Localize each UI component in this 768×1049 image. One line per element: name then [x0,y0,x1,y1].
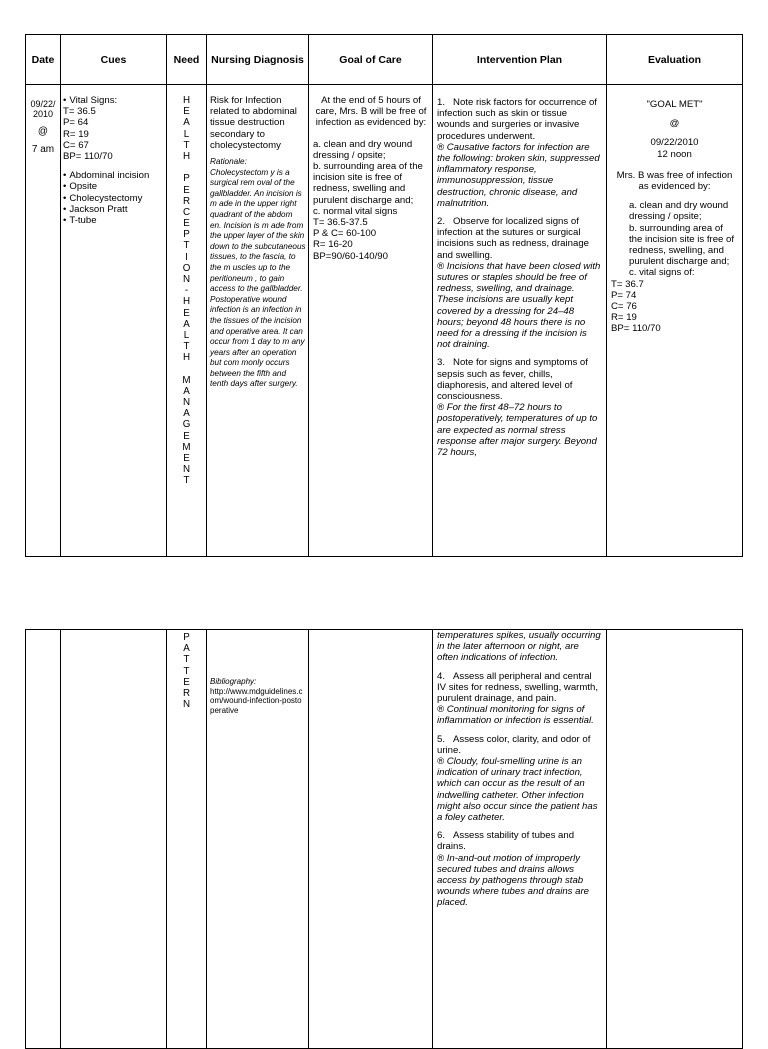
header-row [26,35,743,85]
need-letter: T [183,139,190,151]
need-letter: I [185,251,188,263]
need-letter: E [183,218,190,230]
need-letter: T [183,240,190,252]
need-letter: A [183,408,190,420]
need-letter: T [183,665,190,677]
need-letter: P [183,632,190,643]
need-letter: E [183,307,190,319]
goal-vital: R= 16-20 [313,239,353,251]
evaluation-vital: T= 36.7 [611,278,644,290]
need-letter: E [183,676,190,688]
intervention-item: 2. Observe for localized signs of infection at the sutures or surgical incisions such as redness, drainage and swelling. ® Incisions that have been closed with sutures or staples should be free of redness, swelling, and drainage. These incisions are usually kept covered by a dressing for 24–48 hours; beyond 48 hours there is no need for a dressing if the incision is not draining. [437,216,601,351]
rationale-label: Rationale: [210,157,247,167]
need-letter: G [182,419,191,431]
intervention-cell [433,85,607,557]
evaluation-vital: BP= 110/70 [611,323,661,335]
need-letter: H [182,296,191,308]
intervention-item: 6. Assess stability of tubes and drains. ® In-and-out motion of improperly secured tubes and drains allows access by pathogens through stab wounds where tubes and drains are placed. [437,830,589,909]
evaluation-vital: C= 76 [611,301,637,313]
cue-vital: C= 67 [63,139,89,151]
date-value: 09/22/ 2010 [30,99,56,119]
need-letter: T [183,475,190,487]
goal-a: a. clean and dry wound dressing / opsite; [313,138,413,161]
bibliography-label: Bibliography: [210,677,257,686]
need-letter: E [183,430,190,442]
diagnosis-text: Risk for Infection related to abdominal tissue destruction secondary to cholecystectomy [210,95,297,151]
need-letter: T [183,654,190,666]
need-letter: H [182,150,191,162]
cue-vital: P= 64 [63,117,89,129]
need-letter: A [183,117,190,129]
evaluation-a: a. clean and dry wound dressing / opsite; [629,200,729,223]
need-letter: L [183,128,190,140]
need-letter: N [182,397,191,409]
evaluation-vital: P= 74 [611,289,637,301]
need-letter: A [183,643,190,655]
need-letter: M [182,441,191,453]
cue-vital: T= 36.5 [63,106,96,118]
header-goal: Goal of Care [309,35,433,85]
evaluation-status: "GOAL MET" [646,99,703,110]
need-cell-cont [167,630,207,1049]
date-cell [26,85,61,557]
evaluation-vital: R= 19 [611,312,637,324]
evaluation-intro: Mrs. B was free of infection as evidenced by: [616,169,733,193]
need-letter: N [182,274,191,285]
need-letter: P [183,173,190,185]
need-letter: A [183,318,190,330]
evaluation-cell [607,85,743,557]
evaluation-time: 12 noon [657,148,692,160]
cue-item: • Jackson Pratt [63,204,164,215]
care-plan-table-page1 [25,34,743,557]
care-plan-table-page2 [25,629,743,1049]
date-at: @ [37,126,49,137]
date-time: 7 am [31,144,55,155]
need-letter: H [182,352,191,364]
evaluation-date: 09/22/2010 [650,137,699,149]
cue-item: • Abdominal incision [63,170,164,181]
need-letter: C [182,206,191,218]
intervention-item: 3. Note for signs and symptoms of sepsis such as fever, chills, diaphoresis, and altered level of consciousness. ® For the first 48–72 hours to postoperatively, temperatures of up to are expected as normal stress response after major surgery. Beyond 72 hours, [437,357,598,459]
goal-b: b. surrounding area of the incision site is free of redness, swelling and purulent discharge and; [313,161,423,206]
cue-item: • Cholecystectomy [63,193,164,204]
header-diagnosis: Nursing Diagnosis [207,35,309,85]
goal-cell [309,85,433,557]
need-letter: N [182,699,191,711]
evaluation-c: c. vital signs of: [629,267,695,279]
goal-vital: T= 36.5-37.5 [313,217,368,229]
need-letter: L [183,329,190,341]
need-letter: - [184,285,189,297]
care-plan-row-continued [26,630,743,1049]
care-plan-row [26,85,743,557]
need-letter: M [182,374,191,386]
intervention-continued: temperatures spikes, usually occurring in the later afternoon or night, are often indications of infection. [437,630,601,664]
diagnosis-cell [207,85,309,557]
bibliography-cell [207,630,309,1049]
header-cues: Cues [61,35,167,85]
cue-item: • T-tube [63,215,164,226]
need-letter: R [182,687,191,699]
need-letter: P [183,229,190,241]
need-letter: T [183,341,190,353]
cues-cell-cont [61,630,167,1049]
intervention-item: 4. Assess all peripheral and central IV sites for redness, swelling, warmth, purulent drainage, and pain. ® Continual monitoring for signs of inflammation or infection is essential. [437,670,599,727]
header-intervention: Intervention Plan [433,35,607,85]
need-letter: N [182,464,191,476]
cue-vital: BP= 110/70 [63,151,113,163]
header-need: Need [167,35,207,85]
need-letter: O [182,262,191,274]
intervention-item: 5. Assess color, clarity, and odor of urine. ® Cloudy, foul-smelling urine is an indication of urinary tract infection, which can occur as the result of an indwelling catheter. Other infection might also occur since the patient has a foley catheter. [437,733,598,824]
evaluation-cell-cont [607,630,743,1049]
need-letter: E [183,106,190,118]
goal-cell-cont [309,630,433,1049]
cue-item: • Opsite [63,181,164,192]
header-date: Date [26,35,61,85]
goal-vital: P & C= 60-100 [313,228,377,240]
need-letter: H [182,95,191,106]
goal-intro: At the end of 5 hours of care, Mrs. B will be free of infection as evidenced by: [315,95,427,129]
need-cell [167,85,207,557]
need-letter: E [183,184,190,196]
date-cell-cont [26,630,61,1049]
need-letter [167,162,206,173]
need-letter: R [182,195,191,207]
need-letter: E [183,453,190,464]
evaluation-b: b. surrounding area of the incision site is free of redness, swelling, and purulent discharge and; [629,222,735,268]
header-evaluation: Evaluation [607,35,743,85]
bibliography-url: http://www.mdguidelines.com/wound-infection-postoperative [210,686,303,715]
intervention-cell-cont [433,630,607,1049]
need-letter [167,364,206,375]
cue-vital: R= 19 [63,128,89,140]
goal-vital: BP=90/60-140/90 [313,250,388,262]
intervention-item: 1. Note risk factors for occurrence of infection such as skin or tissue wounds and surgeries or invasive procedures underwent. ® Causative factors for infection are the following: broken skin, suppressed inflammatory response, immunosuppression, tissue destruction, chronic disease, and malnutrition. [437,97,600,209]
need-letter: A [183,385,190,397]
rationale-text: Cholecystectom y is a surgical rem oval of the gallbladder. An incision is m ade in the upper right quadrant of the abdom en. Incision is m ade from the upper layer of the skin down to the subcutaneous tissues, to the fascia, to the m uscles up to the peritioneum , to gain access to the gallbladder. Postoperative wound infection is an infection in the tissues of the incision and operative area. It can occur from 1 day to m any years after an operation but com monly occurs between the fifth and tenth days after surgery. [210,167,306,389]
cue-vital-title: • Vital Signs: [63,95,164,106]
goal-c: c. normal vital signs [313,205,398,217]
diagnosis-rationale [210,157,306,390]
evaluation-at: @ [669,118,680,130]
cues-cell [61,85,167,557]
